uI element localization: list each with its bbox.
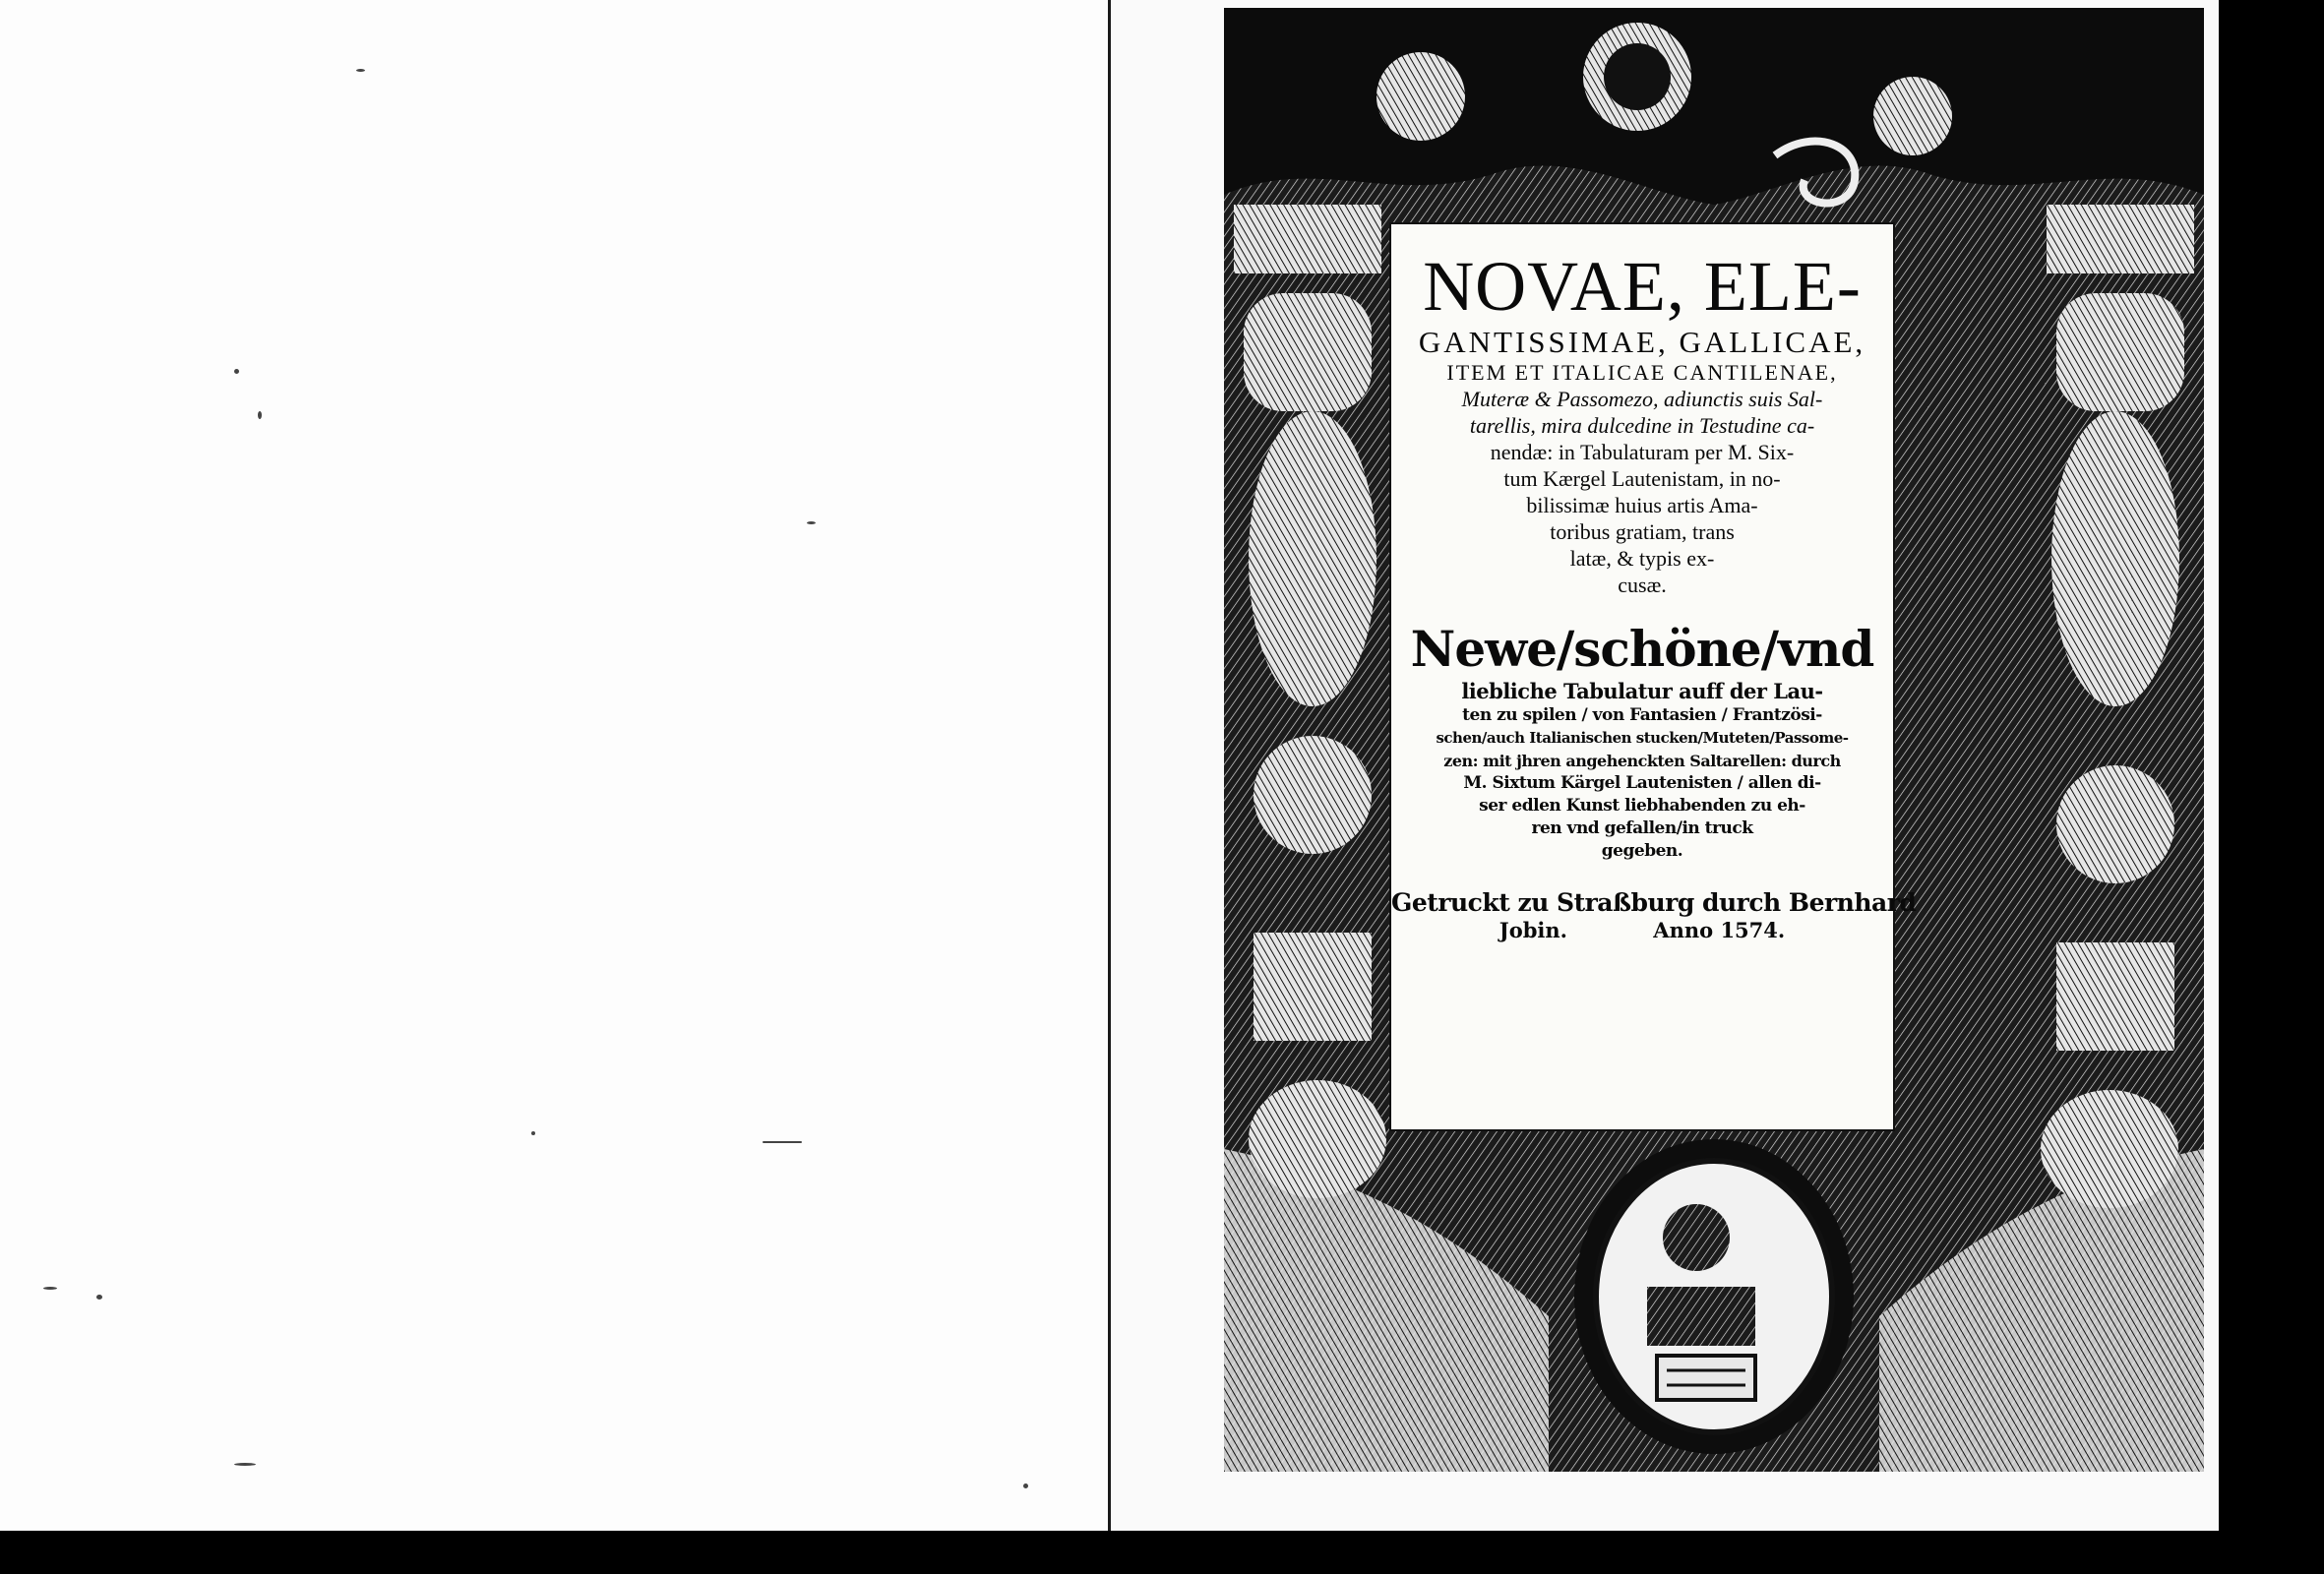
paper-speck [807,521,816,524]
paper-speck [258,411,262,419]
latin-title-line: cusæ. [1618,573,1667,597]
german-text-line: ser edlen Kunst liebhabenden zu eh- [1479,796,1805,816]
latin-title-line: nendæ: in Tabulaturam per M. Six- [1490,440,1795,464]
latin-title-line: bilissimæ huius artis Ama- [1526,493,1758,517]
german-text-line: gegeben. [1601,841,1683,861]
imprint-year: Anno 1574. [1653,918,1786,942]
german-heading: Newe/schöne/vnd [1410,620,1874,678]
imprint-line: Getruckt zu Straßburg durch Bernhard [1391,888,1917,917]
latin-title-line: toribus gratiam, trans [1550,519,1735,544]
latin-title-line: latæ, & typis ex- [1569,546,1715,571]
german-text-line: ten zu spilen / von Fantasien / Frantzösi- [1462,705,1822,725]
scan-bottom-dark [0,1531,2324,1574]
german-text-line: M. Sixtum Kärgel Lautenisten / allen di- [1463,773,1821,793]
title-text-panel [1389,222,1917,1131]
scan-edge-dark [2219,0,2324,1574]
paper-speck [96,1295,102,1300]
paper-speck [234,1463,256,1466]
german-text-line: liebliche Tabulatur auff der Lau- [1461,679,1823,703]
latin-title-line: NOVAE, ELE- [1423,247,1862,326]
german-text-line: zen: mit jhren angehenckten Saltarellen: durch [1443,752,1841,770]
paper-speck [356,69,365,72]
latin-title-line: tum Kærgel Lautenistam, in no- [1503,466,1781,491]
latin-title-line: ITEM ET ITALICAE CANTILENAE, [1446,360,1838,385]
paper-speck [1023,1483,1028,1488]
latin-title-line: Muteræ & Passomezo, adiunctis suis Sal- [1461,387,1823,411]
latin-title-line: GANTISSIMAE, GALLICAE, [1418,325,1866,359]
paper-speck [531,1131,535,1135]
left-blank-page [0,0,1110,1531]
paper-speck [234,369,239,374]
german-text-line: ren vnd gefallen/in truck [1531,818,1753,838]
paper-speck [763,1141,802,1143]
paper-speck [43,1287,57,1290]
printer-name: Jobin. [1498,918,1567,942]
imprint-line-2 [1391,918,1893,943]
latin-title-line: tarellis, mira dulcedine in Testudine ca- [1469,413,1815,438]
german-text-line: schen/auch Italianischen stucken/Muteten/Passome- [1436,729,1849,747]
